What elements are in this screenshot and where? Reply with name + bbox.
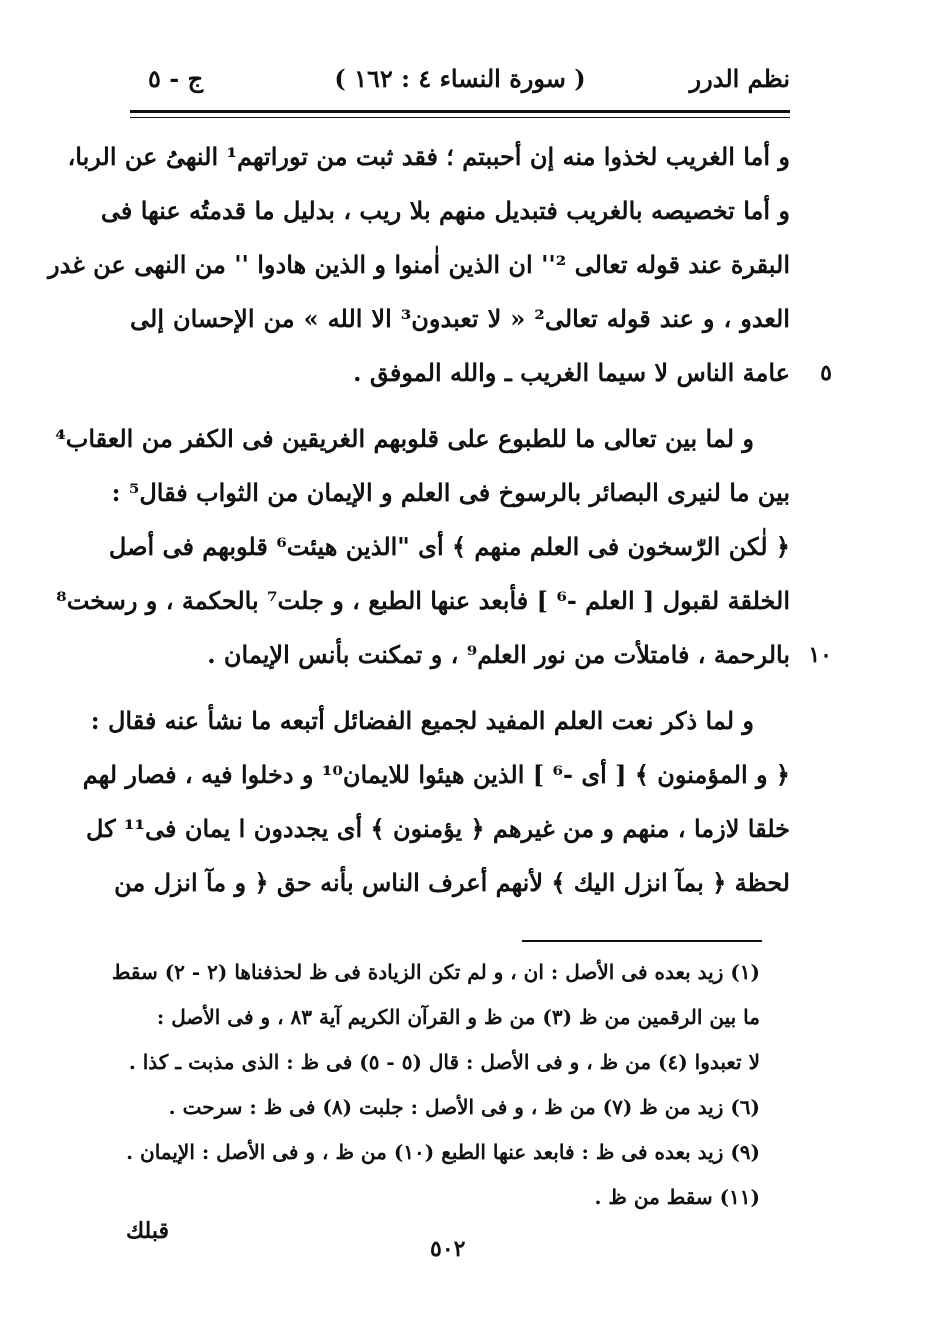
text-line: [111, 466, 790, 520]
volume-number: ج - ٥: [148, 64, 204, 93]
line-text: و أما الغريب لخذوا منه إن أحببتم ؛ فقد ثبت من توراتهم¹ النهىُ عن الربا،: [67, 142, 790, 171]
line-text: و لما بين تعالى ما للطبوع على قلوبهم الغريقين فى الكفر من العقاب⁴: [55, 424, 754, 453]
text-line: [100, 184, 790, 238]
text-line: [130, 346, 832, 400]
line-text: العدو ، و عند قوله تعالى² « لا تعبدون³ الا الله » من الإحسان إلى: [130, 304, 790, 333]
line-text: ﴿ لٰكن الرّٰسخون فى العلم منهم ﴾ أى "الذين هيئت⁶ قلوبهم فى أصل: [108, 532, 790, 561]
line-text: و لما ذكر نعت العلم المفيد لجميع الفضائل أتبعه ما نشأ عنه فقال :: [90, 706, 754, 735]
line-text: بالرحمة ، فامتلأت من نور العلم⁹ ، و تمكنت بأنس الإيمان .: [207, 640, 790, 669]
line-text: عامة الناس لا سيما الغريب ـ والله الموفق .: [353, 358, 790, 387]
line-text: و أما تخصيصه بالغريب فتبديل منهم بلا ريب ، بدليل ما قدمتُه عنها فى: [100, 196, 790, 225]
text-line: [82, 748, 790, 802]
line-text: ﴿ و المؤمنون ﴾ [ أى -⁶ ] الذين هيئوا للايمان¹⁰ و دخلوا فيه ، فصار لهم: [82, 760, 790, 789]
text-line: [90, 694, 790, 748]
footnote-line: (٦) زيد من ظ (٧) من ظ ، و فى الأصل : جلبت (٨) فى ظ : سرحت .: [168, 1095, 760, 1119]
text-line: [55, 412, 790, 466]
line-text: الخلقة لقبول [ العلم -⁶ ] فأبعد عنها الطبع ، و جلت⁷ بالحكمة ، و رسخت⁸: [56, 586, 790, 615]
footnote-rule: [522, 940, 762, 942]
catchword: قبلك: [126, 1218, 169, 1244]
footnote-line: (١١) سقط من ظ .: [594, 1185, 760, 1209]
line-text: لحظة ﴿ بمآ انزل اليك ﴾ لأنهم أعرف الناس بأنه حق ﴿ و مآ انزل من: [114, 868, 790, 897]
line-text: بين ما لنيرى البصائر بالرسوخ فى العلم و الإيمان من الثواب فقال⁵ :: [111, 478, 790, 507]
line-text: البقرة عند قوله تعالى ²'' ان الذين اٰمنوا و الذين هادوا '' من النهى عن غدر: [48, 250, 790, 279]
footnote-line: (١) زيد بعده فى الأصل : ان ، و لم تكن الزيادة فى ظ لحذفناها (٢ - ٢) سقط: [111, 960, 760, 984]
header-rule-thick: [130, 110, 790, 113]
text-line: [108, 520, 790, 574]
footnotes: [111, 950, 760, 1220]
main-text: [48, 130, 832, 910]
surah-reference: ( سورة النساء ٤ : ١٦٢ ): [334, 64, 586, 93]
text-line: [67, 130, 790, 184]
running-header: [130, 60, 790, 104]
text-line: [130, 292, 790, 346]
text-line: [86, 802, 790, 856]
line-number: ٥: [820, 360, 832, 386]
text-line: [56, 574, 790, 628]
book-title: نظم الدرر: [689, 64, 790, 93]
footnote-line: (٩) زيد بعده فى ظ : فابعد عنها الطبع (١٠) من ظ ، و فى الأصل : الإيمان .: [126, 1140, 760, 1164]
text-line: [130, 628, 832, 682]
line-text: خلقا لازما ، منهم و من غيرهم ﴿ يؤمنون ﴾ أى يجددون ا يمان فى¹¹ كل: [86, 814, 790, 843]
line-number: ١٠: [808, 642, 832, 668]
footnote-line: ما بين الرقمين من ظ (٣) من ظ و القرآن الكريم آية ٨٣ ، و فى الأصل :: [156, 1005, 760, 1029]
page-number: ٥٠٢: [430, 1236, 466, 1262]
header-rule-thin: [130, 117, 790, 118]
text-line: [114, 856, 790, 910]
text-line: [48, 238, 790, 292]
footnote-line: لا تعبدوا (٤) من ظ ، و فى الأصل : قال (٥ - ٥) فى ظ : الذى مذبت ـ كذا .: [128, 1050, 760, 1074]
